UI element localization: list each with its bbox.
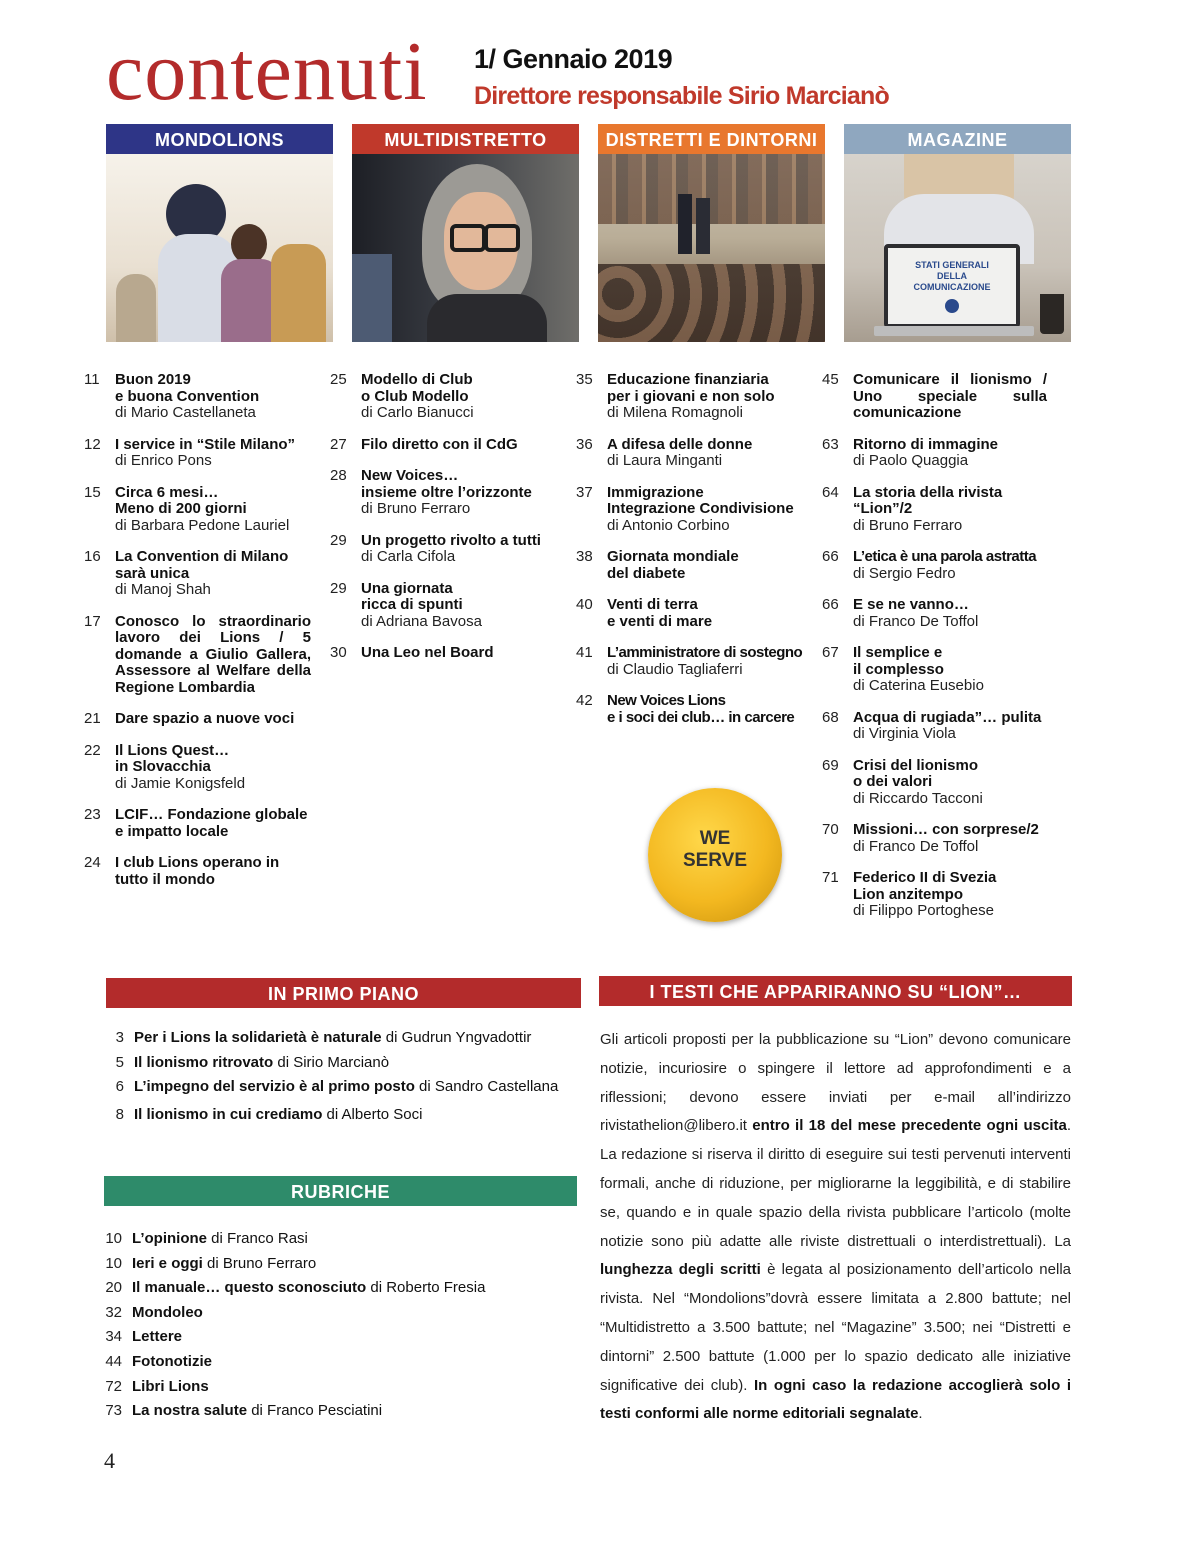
toc-entry[interactable]: 40 Venti di terra e venti di mare bbox=[576, 596, 713, 630]
entry-list-multidistretto bbox=[330, 372, 580, 662]
toc-entry[interactable]: 16 La Convention di Milano sarà unica di Manoj Shah bbox=[84, 548, 289, 598]
toc-entry[interactable]: 25 Modello di Club o Club Modello di Carlo Bianucci bbox=[330, 371, 474, 421]
toc-entry[interactable]: 69 Crisi del lionismo o dei valori di Riccardo Tacconi bbox=[822, 756, 983, 807]
toc-entry[interactable]: 29 Una giornata ricca di spunti di Adriana Bavosa bbox=[330, 579, 482, 630]
laptop-screen-text-2: DELLA bbox=[937, 271, 967, 281]
toc-entry[interactable]: 12 I service in “Stile Milano” di Enrico Pons bbox=[84, 435, 296, 469]
section-header-magazine: MAGAZINE bbox=[844, 124, 1071, 154]
toc-entry[interactable]: 23 LCIF… Fondazione globale e impatto locale bbox=[84, 806, 308, 840]
we-serve-badge bbox=[648, 788, 782, 922]
list-item[interactable]: 5 Il lionismo ritrovato di Sirio Marcianò bbox=[115, 1053, 390, 1071]
toc-entry[interactable]: 21 Dare spazio a nuove voci bbox=[84, 710, 295, 727]
list-item[interactable]: 72 Libri Lions bbox=[105, 1377, 209, 1395]
section-header-testi: I TESTI CHE APPARIRANNO SU “LION”… bbox=[599, 976, 1072, 1006]
list-item[interactable]: 6 L’impegno del servizio è al primo posto di Sandro Castellana bbox=[115, 1078, 559, 1096]
laptop-screen-text-1: STATI GENERALI bbox=[915, 260, 989, 270]
list-item[interactable]: 34 Lettere bbox=[105, 1328, 183, 1346]
photo-multidistretto bbox=[352, 154, 579, 342]
list-item[interactable]: 32 Mondoleo bbox=[105, 1303, 203, 1321]
photo-mondolions bbox=[106, 154, 333, 342]
toc-entry[interactable]: 45 Comunicare il lionismo / Uno speciale sulla comunicazione bbox=[822, 371, 1047, 421]
section-header-multidistretto: MULTIDISTRETTO bbox=[352, 124, 579, 154]
toc-entry[interactable]: 42 New Voices Lions e i soci dei club… in carcere bbox=[576, 692, 795, 726]
list-item[interactable]: 8 Il lionismo in cui crediamo di Alberto Soci bbox=[115, 1106, 423, 1124]
toc-entry[interactable]: 36 A difesa delle donne di Laura Minganti bbox=[576, 435, 753, 469]
submission-guidelines: Gli articoli proposti per la pubblicazione su “Lion” devono comunicare notizie, incuriosire o spingere il lettore ad approfondimenti e a riflessioni; devono essere inviati per e-mail all’indirizzo rivistathelion@libero.it entro il 18 del mese precedente ogni uscita. La redazione si riserva il diritto di eseguire sui testi pervenuti interventi formali, anche di riduzione, per migliorarne la leggibilità, e di stabilire se, quando e in quale spazio della rivista pubblicare l’articolo (molte notizie sono più adatte alle riviste distrettuali o interdistrettuali). La lunghezza degli scritti è legata al posizionamento dell’articolo nella rivista. Nel “Mondolions”dovrà essere limitata a 2.800 battute; nel “Multidistretto a 3.500 battute; nel “Magazine” 3.500; nei “Distretti e dintorni” 2.500 battute (1.000 per lo spazio dedicato alle iniziative significative dei club). In ogni caso la redazione accoglierà solo i testi conformi alle norme editoriali segnalate. bbox=[600, 1031, 1072, 1423]
toc-entry[interactable]: 66 L’etica è una parola astratta di Sergio Fedro bbox=[822, 548, 1037, 582]
toc-entry[interactable]: 27 Filo diretto con il CdG bbox=[330, 435, 518, 453]
list-item[interactable]: 73 La nostra salute di Franco Pesciatini bbox=[105, 1402, 383, 1420]
list-item[interactable]: 3 Per i Lions la solidarietà è naturale di Gudrun Yngvadottir bbox=[115, 1029, 532, 1046]
toc-entry[interactable]: 15 Circa 6 mesi… Meno di 200 giorni di Barbara Pedone Lauriel bbox=[84, 483, 290, 534]
column-distretti bbox=[576, 124, 825, 741]
toc-entry[interactable]: 67 Il semplice e il complesso di Caterina Eusebio bbox=[822, 644, 984, 694]
photo-distretti bbox=[598, 154, 825, 342]
toc-entry[interactable]: 35 Educazione finanziaria per i giovani e non solo di Milena Romagnoli bbox=[576, 371, 775, 421]
section-header-rubriche: RUBRICHE bbox=[104, 1176, 577, 1206]
toc-entry[interactable]: 63 Ritorno di immagine di Paolo Quaggia bbox=[822, 435, 999, 469]
badge-line-2: SERVE bbox=[682, 850, 748, 871]
laptop-screen-text-3: COMUNICAZIONE bbox=[913, 282, 991, 292]
director-credit: Direttore responsabile Sirio Marcianò bbox=[474, 82, 889, 110]
section-header-mondolions: MONDOLIONS bbox=[106, 124, 333, 154]
toc-entry[interactable]: 11 Buon 2019 e buona Convention di Mario Castellaneta bbox=[84, 371, 260, 421]
toc-entry[interactable]: 38 Giornata mondiale del diabete bbox=[576, 548, 739, 582]
column-multidistretto bbox=[330, 124, 579, 677]
photo-magazine bbox=[844, 154, 1071, 342]
lions-logo-icon bbox=[945, 299, 959, 313]
toc-entry[interactable]: 64 La storia della rivista “Lion”/2 di Bruno Ferraro bbox=[822, 483, 1003, 534]
issue-date: 1/ Gennaio 2019 bbox=[474, 44, 673, 74]
toc-entry[interactable]: 28 New Voices… insieme oltre l’orizzonte di Bruno Ferraro bbox=[330, 467, 532, 517]
list-item[interactable]: 20 Il manuale… questo sconosciuto di Roberto Fresia bbox=[105, 1279, 486, 1297]
column-mondolions bbox=[84, 124, 333, 903]
toc-entry[interactable]: 71 Federico II di Svezia Lion anzitempo di Filippo Portoghese bbox=[822, 869, 997, 919]
list-item[interactable]: 10 L’opinione di Franco Rasi bbox=[105, 1230, 308, 1247]
toc-entry[interactable]: 17 Conosco lo straordinario lavoro dei Lions / 5 domande a Giulio Gallera, Assessore al Welfare della Regione Lombardia bbox=[84, 612, 311, 696]
badge-line-1: WE bbox=[699, 828, 731, 849]
section-header-distretti: DISTRETTI E DINTORNI bbox=[598, 124, 825, 154]
list-item[interactable]: 10 Ieri e oggi di Bruno Ferraro bbox=[105, 1254, 317, 1272]
page-title: contenuti bbox=[106, 25, 428, 118]
rubriche-list bbox=[104, 1229, 584, 1426]
toc-entry[interactable]: 41 L’amministratore di sostegno di Claudio Tagliaferri bbox=[576, 644, 803, 678]
toc-entry[interactable]: 24 I club Lions operano in tutto il mondo bbox=[84, 854, 280, 888]
section-header-primo-piano: IN PRIMO PIANO bbox=[106, 978, 581, 1008]
entry-list-distretti bbox=[576, 372, 826, 726]
toc-entry[interactable]: 30 Una Leo nel Board bbox=[330, 644, 494, 661]
toc-entry[interactable]: 66 E se ne vanno… di Franco De Toffol bbox=[822, 596, 979, 630]
toc-entry[interactable]: 29 Un progetto rivolto a tutti di Carla Cifola bbox=[330, 531, 541, 565]
toc-entry[interactable]: 70 Missioni… con sorprese/2 di Franco De Toffol bbox=[822, 821, 1039, 855]
toc-entry[interactable]: 68 Acqua di rugiada”… pulita di Virginia Viola bbox=[822, 708, 1042, 742]
column-magazine bbox=[822, 124, 1071, 935]
entry-list-mondolions bbox=[84, 372, 334, 888]
entry-list-magazine bbox=[822, 372, 1072, 920]
list-item[interactable]: 44 Fotonotizie bbox=[105, 1352, 212, 1370]
toc-entry[interactable]: 37 Immigrazione Integrazione Condivisione di Antonio Corbino bbox=[576, 483, 794, 534]
toc-entry[interactable]: 22 Il Lions Quest… in Slovacchia di Jamie Konigsfeld bbox=[84, 741, 246, 792]
page-number: 4 bbox=[104, 1448, 115, 1473]
primo-piano-list bbox=[106, 1028, 586, 1130]
